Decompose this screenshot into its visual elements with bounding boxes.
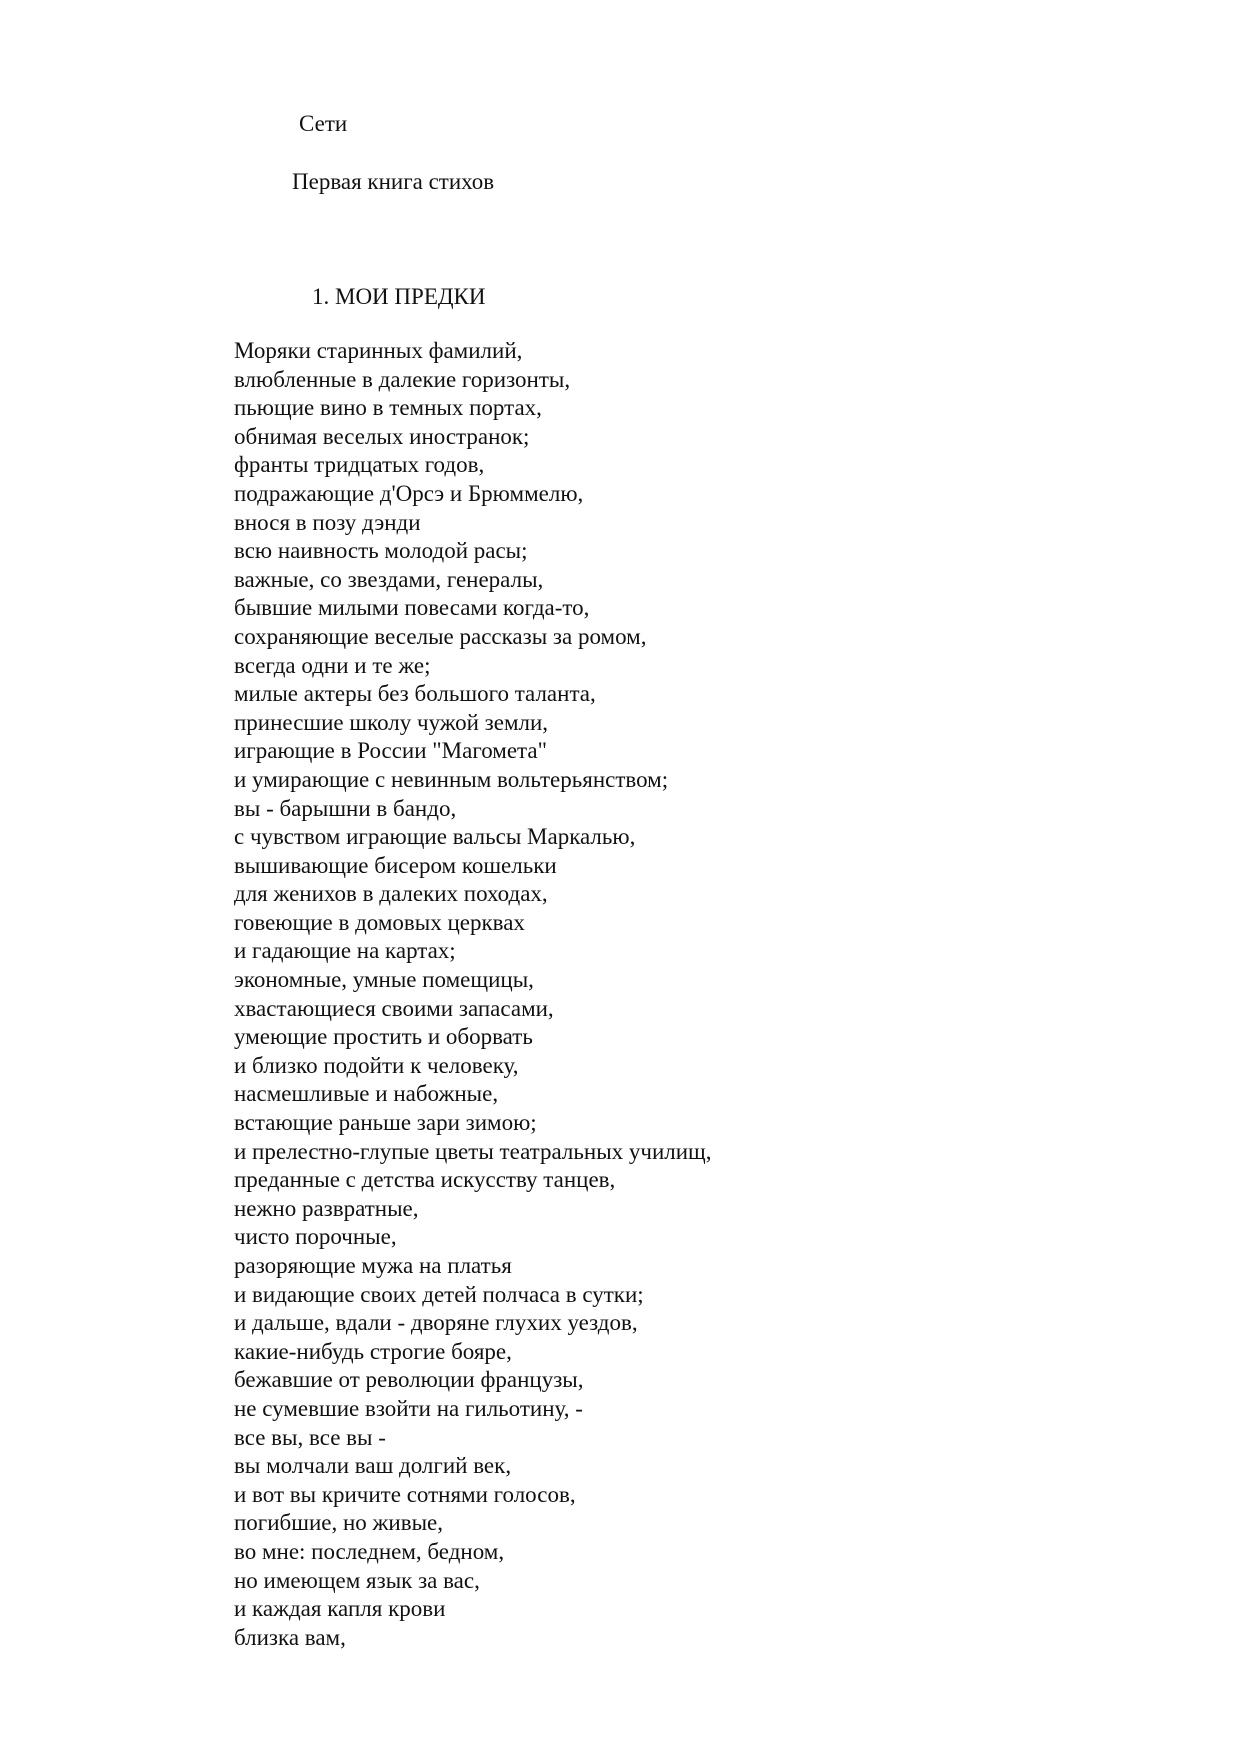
poem-line: вы молчали ваш долгий век, — [234, 1453, 512, 1479]
poem-line: и прелестно-глупые цветы театральных училищ, — [234, 1138, 712, 1164]
poem-line: и умирающие с невинным вольтерьянством; — [234, 766, 669, 792]
poem-line: важные, со звездами, генералы, — [234, 566, 544, 592]
poem-line: нежно развратные, — [234, 1195, 419, 1221]
poem-line: и дальше, вдали - дворяне глухих уездов, — [234, 1310, 638, 1336]
poem-line: какие-нибудь строгие бояре, — [234, 1338, 512, 1364]
poem-line: подражающие д'Орсэ и Брюммелю, — [234, 480, 584, 506]
book-subtitle: Первая книга стихов — [292, 169, 495, 194]
poem-line: вы - барышни в бандо, — [234, 795, 457, 821]
poem-line: все вы, все вы - — [234, 1424, 386, 1450]
poem-line: франты тридцатых годов, — [234, 452, 485, 478]
poem-line: милые актеры без большого таланта, — [234, 681, 596, 707]
poem-title: 1. МОИ ПРЕДКИ — [312, 284, 486, 309]
poem-line: насмешливые и набожные, — [234, 1081, 499, 1107]
poem-line: и гадающие на картах; — [234, 938, 456, 964]
poem-body — [234, 337, 712, 1652]
poem-line: всю наивность молодой расы; — [234, 538, 528, 564]
poem-line: влюбленные в далекие горизонты, — [234, 366, 571, 392]
poem-line: чисто порочные, — [234, 1224, 397, 1250]
poem-line: бежавшие от революции французы, — [234, 1367, 584, 1393]
poem-line: и видающие своих детей полчаса в сутки; — [234, 1281, 644, 1307]
poem-line: Моряки старинных фамилий, — [234, 338, 523, 363]
poem-line: играющие в России "Магомета" — [234, 738, 547, 764]
poem-line: преданные с детства искусству танцев, — [234, 1167, 616, 1193]
poem-line: и близко подойти к человеку, — [234, 1052, 519, 1078]
poem-line: разоряющие мужа на платья — [234, 1253, 512, 1278]
poem-line: встающие раньше зари зимою; — [234, 1110, 537, 1136]
poem-line: но имеющем язык за вас, — [234, 1567, 480, 1593]
poem-line: и каждая капля крови — [234, 1596, 446, 1622]
poem-line: умеющие простить и оборвать — [234, 1024, 533, 1050]
poem-line: хвастающиеся своими запасами, — [234, 995, 554, 1021]
poem-line: экономные, умные помещицы, — [234, 967, 534, 993]
poem-line: бывшие милыми повесами когда-то, — [234, 595, 590, 621]
poem-line: не сумевшие взойти на гильотину, - — [234, 1395, 583, 1421]
poem-line: обнимая веселых иностранок; — [234, 423, 530, 449]
poem-line: во мне: последнем, бедном, — [234, 1538, 505, 1564]
poem-line: говеющие в домовых церквах — [234, 909, 525, 935]
poem-line: сохраняющие веселые рассказы за ромом, — [234, 623, 647, 649]
poem-line: внося в позу дэнди — [234, 509, 421, 535]
poem-line: погибшие, но живые, — [234, 1510, 444, 1536]
book-title: Сети — [299, 111, 348, 136]
poem-line: и вот вы кричите сотнями голосов, — [234, 1481, 576, 1507]
poem-line: для женихов в далеких походах, — [234, 881, 548, 907]
poem-line: принесшие школу чужой земли, — [234, 709, 549, 735]
poem-line: вышивающие бисером кошельки — [234, 852, 557, 878]
poem-line: близка вам, — [234, 1624, 346, 1650]
poem-line: с чувством играющие вальсы Маркалью, — [234, 824, 636, 850]
poem-line: пьющие вино в темных портах, — [234, 395, 542, 421]
poem-line: всегда одни и те же; — [234, 652, 431, 678]
